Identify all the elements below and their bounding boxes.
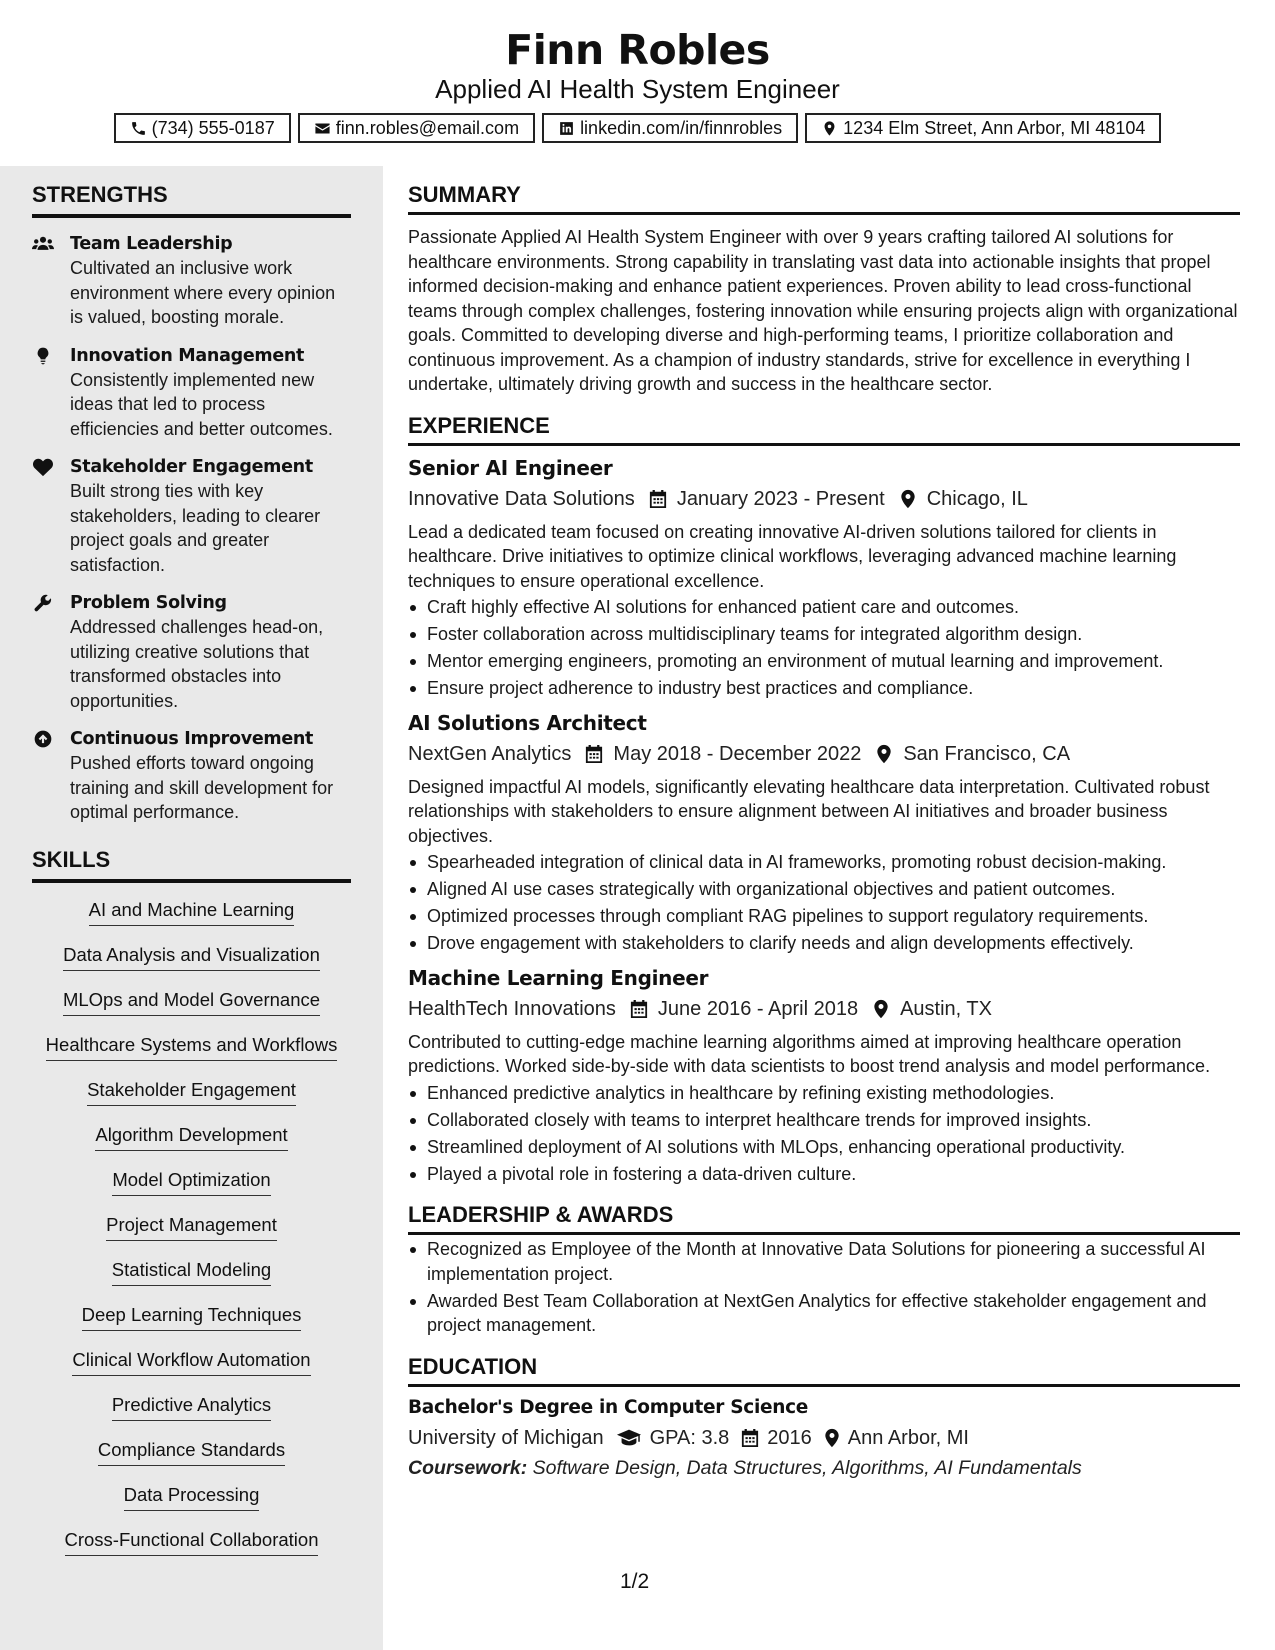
strength-desc: Addressed challenges head-on, utilizing creative solutions that transformed obstacles into opportunities.: [70, 617, 324, 711]
list-item: Foster collaboration across multidisciplinary teams for integrated algorithm design.: [408, 622, 1240, 647]
calendar-icon: [585, 744, 603, 764]
experience-heading: EXPERIENCE: [408, 413, 1240, 446]
skills-heading: SKILLS: [32, 847, 351, 883]
map-marker-icon: [824, 1428, 840, 1448]
coursework-list: Software Design, Data Structures, Algorithms, AI Fundamentals: [532, 1456, 1082, 1479]
education-heading: EDUCATION: [408, 1354, 1240, 1387]
contact-linkedin[interactable]: [542, 113, 798, 143]
job-entry: [408, 454, 1240, 701]
education-school: University of Michigan: [408, 1426, 604, 1449]
contact-phone-text: (734) 555-0187: [151, 117, 275, 138]
job-meta: [408, 994, 1240, 1024]
strength-title: Problem Solving: [70, 593, 227, 613]
wrench-icon: [32, 593, 54, 613]
contact-bar: [0, 113, 1275, 143]
summary-text: Passionate Applied AI Health System Engineer with over 9 years crafting tailored AI solutions for healthcare environments. Strong capability in translating vast data into actionable insights that propel informed decision-making and enhance patient experiences. Proven ability to lead cross-functional teams through complex challenges, fostering innovation while ensuring projects align with organizational goals. Committed to developing diverse and high-performing teams, I prioritize collaboration and continuous improvement. As a champion of industry standards, strive for excellence in everything I undertake, ultimately driving growth and success in the healthcare sector.: [408, 227, 1238, 394]
strength-desc: Cultivated an inclusive work environment where every opinion is valued, boosting morale.: [70, 258, 336, 327]
skill-tag: Deep Learning Techniques: [82, 1302, 302, 1331]
job-description: Designed impactful AI models, significantly elevating healthcare data interpretation. Cultivated robust relationships with stakeholders to ensure alignment between AI initiatives and broader business objectives.: [408, 776, 1210, 846]
list-item: Aligned AI use cases strategically with organizational objectives and patient outcomes.: [408, 877, 1240, 902]
job-dates: January 2023 - Present: [676, 487, 885, 510]
skill-tag: Statistical Modeling: [112, 1257, 271, 1286]
envelope-icon: [314, 120, 331, 137]
contact-address[interactable]: [805, 113, 1161, 143]
users-icon: [32, 234, 54, 254]
list-item: Streamlined deployment of AI solutions with MLOps, enhancing operational productivity.: [408, 1135, 1240, 1160]
job-entry: [408, 709, 1240, 956]
job-company: HealthTech Innovations: [408, 997, 616, 1020]
map-marker-icon: [872, 999, 890, 1019]
list-item: Played a pivotal role in fostering a data-driven culture.: [408, 1162, 1240, 1187]
strength-desc: Pushed efforts toward ongoing training and skill development for optimal performance.: [70, 753, 334, 822]
strength-item: [32, 727, 351, 825]
list-item: Craft highly effective AI solutions for enhanced patient care and outcomes.: [408, 595, 1240, 620]
list-item: Mentor emerging engineers, promoting an environment of mutual learning and improvement.: [408, 649, 1240, 674]
calendar-icon: [630, 999, 648, 1019]
skill-tag: Healthcare Systems and Workflows: [46, 1032, 338, 1061]
strength-title: Team Leadership: [70, 234, 233, 254]
job-title: Machine Learning Engineer: [408, 965, 709, 990]
skills-list: [32, 897, 351, 1572]
contact-linkedin-text: linkedin.com/in/finnrobles: [580, 117, 783, 138]
education-degree: Bachelor's Degree in Computer Science: [408, 1396, 809, 1418]
strength-item: [32, 591, 351, 713]
phone-icon: [130, 120, 147, 137]
job-location: Austin, TX: [900, 997, 992, 1020]
skill-tag: AI and Machine Learning: [89, 897, 295, 926]
awards-list: [408, 1237, 1240, 1338]
skill-tag: Algorithm Development: [95, 1122, 287, 1151]
list-item: Enhanced predictive analytics in healthcare by refining existing methodologies.: [408, 1081, 1240, 1106]
job-description: Lead a dedicated team focused on creating innovative AI-driven solutions tailored for clients in healthcare. Drive initiatives to optimize clinical workflows, leveraging advanced machine learning techniques to ensure operational excellence.: [408, 521, 1177, 591]
skill-tag: Project Management: [106, 1212, 277, 1241]
strength-desc: Consistently implemented new ideas that led to process efficiencies and better outcomes.: [70, 369, 333, 439]
heart-icon: [32, 457, 54, 477]
job-meta: [408, 484, 1240, 514]
candidate-role: Applied AI Health System Engineer: [435, 74, 840, 104]
strength-title: Continuous Improvement: [70, 729, 314, 749]
coursework-label: Coursework:: [408, 1456, 528, 1479]
skill-tag: Compliance Standards: [98, 1437, 285, 1466]
job-dates: June 2016 - April 2018: [657, 997, 859, 1020]
map-marker-icon: [821, 120, 838, 137]
sidebar: [0, 166, 383, 1650]
contact-phone[interactable]: [114, 113, 291, 143]
graduation-cap-icon: [616, 1428, 642, 1448]
arrow-circle-up-icon: [32, 729, 54, 749]
strength-title: Stakeholder Engagement: [70, 457, 313, 477]
skill-tag: Model Optimization: [112, 1167, 270, 1196]
contact-address-text: 1234 Elm Street, Ann Arbor, MI 48104: [843, 117, 1146, 138]
list-item: Spearheaded integration of clinical data in AI frameworks, promoting robust decision-making.: [408, 850, 1240, 875]
job-dates: May 2018 - December 2022: [613, 742, 862, 765]
coursework: [408, 1453, 1240, 1483]
strength-item: [32, 232, 351, 330]
job-company: NextGen Analytics: [408, 742, 572, 765]
skill-tag: Stakeholder Engagement: [87, 1077, 296, 1106]
skill-tag: Predictive Analytics: [112, 1392, 271, 1421]
job-description: Contributed to cutting-edge machine learning algorithms aimed at improving healthcare operation predictions. Worked side-by-side with data scientists to boost trend analysis and model performance.: [408, 1031, 1211, 1076]
summary-heading: SUMMARY: [408, 182, 1240, 215]
strength-item: [32, 455, 351, 577]
list-item: Drove engagement with stakeholders to clarify needs and align developments effectively.: [408, 931, 1240, 956]
calendar-icon: [649, 489, 667, 509]
education-year: 2016: [767, 1426, 812, 1449]
candidate-name: Finn Robles: [505, 26, 770, 74]
job-title: Senior AI Engineer: [408, 455, 613, 480]
job-entry: [408, 964, 1240, 1187]
job-company: Innovative Data Solutions: [408, 487, 635, 510]
job-bullets: [408, 850, 1240, 956]
job-bullets: [408, 595, 1240, 701]
skill-tag: MLOps and Model Governance: [63, 987, 320, 1016]
strength-title: Innovation Management: [70, 345, 305, 366]
skill-tag: Data Processing: [124, 1482, 260, 1511]
strength-item: [32, 344, 351, 442]
linkedin-icon: [558, 120, 575, 137]
education-location: Ann Arbor, MI: [847, 1426, 969, 1449]
main-content: [408, 166, 1240, 1483]
skill-tag: Clinical Workflow Automation: [72, 1347, 310, 1376]
calendar-icon: [741, 1428, 759, 1448]
strengths-heading: STRENGTHS: [32, 182, 351, 218]
job-bullets: [408, 1081, 1240, 1187]
skill-tag: Cross-Functional Collaboration: [65, 1527, 319, 1556]
map-marker-icon: [899, 489, 917, 509]
education-meta: [408, 1423, 1240, 1453]
list-item: Awarded Best Team Collaboration at NextGen Analytics for effective stakeholder engagement and project management.: [408, 1289, 1240, 1338]
lightbulb-icon: [32, 346, 54, 366]
contact-email[interactable]: [298, 113, 535, 143]
strength-desc: Built strong ties with key stakeholders, leading to clearer project goals and greater satisfaction.: [70, 481, 321, 575]
list-item: Collaborated closely with teams to interpret healthcare trends for improved insights.: [408, 1108, 1240, 1133]
job-meta: [408, 739, 1240, 769]
map-marker-icon: [875, 744, 893, 764]
resume-header: [0, 0, 1275, 143]
skill-tag: Data Analysis and Visualization: [63, 942, 320, 971]
page-number: 1/2: [620, 1570, 650, 1593]
list-item: Ensure project adherence to industry best practices and compliance.: [408, 676, 1240, 701]
job-location: San Francisco, CA: [903, 742, 1071, 765]
leadership-heading: LEADERSHIP & AWARDS: [408, 1202, 1240, 1235]
job-location: Chicago, IL: [926, 487, 1028, 510]
list-item: Optimized processes through compliant RAG pipelines to support regulatory requirements.: [408, 904, 1240, 929]
contact-email-text: finn.robles@email.com: [335, 117, 520, 138]
list-item: Recognized as Employee of the Month at Innovative Data Solutions for pioneering a successful AI implementation project.: [408, 1237, 1240, 1286]
job-title: AI Solutions Architect: [408, 710, 647, 735]
education-gpa: GPA: 3.8: [649, 1426, 730, 1449]
